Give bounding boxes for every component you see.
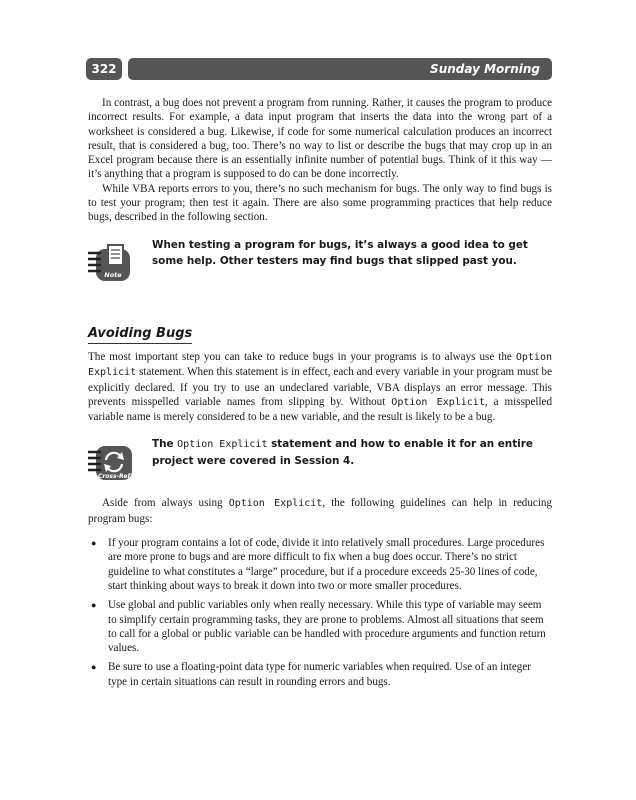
guideline-list bbox=[88, 536, 552, 689]
crossref-callout bbox=[88, 436, 552, 480]
page-header bbox=[86, 58, 552, 80]
text-run: The most important step you can take to reduce bugs in your programs is to always use the bbox=[88, 350, 516, 363]
code-inline: Option Explicit bbox=[391, 396, 485, 408]
note-callout bbox=[88, 237, 552, 281]
text-run: The bbox=[152, 438, 178, 451]
text-run: statement and how to enable it for an entire project were covered in Session 4. bbox=[152, 438, 533, 468]
section-heading: Avoiding Bugs bbox=[88, 327, 192, 344]
crossref-text bbox=[152, 436, 552, 469]
list-item: ● Be sure to use a floating-point data type for numeric variables when required. Use of an integer type in certain situations can result in rounding errors and bugs. bbox=[88, 660, 552, 689]
list-item: ● Use global and public variables only when really necessary. While this type of variable may seem to simplify certain programming tasks, they are prone to problems. Almost all situations that seem to call for a global or public variable can be handled with procedure arguments and function return values. bbox=[88, 598, 552, 655]
code-inline: Option Explicit bbox=[228, 498, 323, 510]
list-item: ● If your program contains a lot of code, divide it into relatively small procedures. Large procedures are more prone to bugs and are more difficult to fix when a bug does occur. There’s no strict guideline to what constitutes a “large” procedure, but if a procedure exceeds 25-30 lines of code, start thinking about ways to break it down into two or more smaller procedures. bbox=[88, 536, 552, 593]
text-run: , the following guidelines can help in reducing program bugs: bbox=[88, 497, 553, 525]
page-number: 322 bbox=[86, 58, 122, 80]
text-run: statement. When this statement is in effect, each and every variable in your program must be explicitly declared. If you try to use an undeclared variable, VBA displays an error message. This prevents misspelled variable names from slipping by. Without bbox=[88, 366, 552, 408]
note-icon-label: Note bbox=[104, 270, 122, 279]
page-content bbox=[88, 96, 552, 694]
note-icon bbox=[88, 243, 138, 289]
code-inline: Option Explicit bbox=[88, 351, 552, 379]
code-inline: Option Explicit bbox=[177, 439, 268, 451]
aside-paragraph bbox=[88, 496, 552, 526]
cross-ref-icon-label: Cross-Ref bbox=[97, 473, 131, 481]
section-title: Sunday Morning bbox=[128, 58, 552, 80]
text-run: , a misspelled variable name is merely considered to be a new variable, and the result is likely to be a bug. bbox=[88, 395, 552, 424]
intro-paragraph: While VBA reports errors to you, there’s no such mechanism for bugs. The only way to find bugs is to test your program; then test it again. There are also some programming practices that help reduce bugs, described in the following section. bbox=[88, 182, 552, 224]
intro-paragraph: In contrast, a bug does not prevent a program from running. Rather, it causes the program to produce incorrect results. For example, a data input program that inserts the data into the wrong part of a worksheet is considered a bug. Likewise, if code for some numerical calculation produces an incorrect result, that is considered a bug, too. There’s no way to list or describe the bugs that may crop up in an Excel program because there is an essentially infinite number of potential bugs. Think of it this way — it’s anything that a program is supposed to do can be done incorrectly. bbox=[88, 97, 552, 181]
text-run: Aside from always using bbox=[102, 497, 229, 510]
section-paragraph bbox=[88, 350, 552, 424]
cross-ref-icon bbox=[88, 442, 138, 488]
note-text: When testing a program for bugs, it’s always a good idea to get some help. Other testers may find bugs that slipped past you. bbox=[152, 238, 528, 267]
